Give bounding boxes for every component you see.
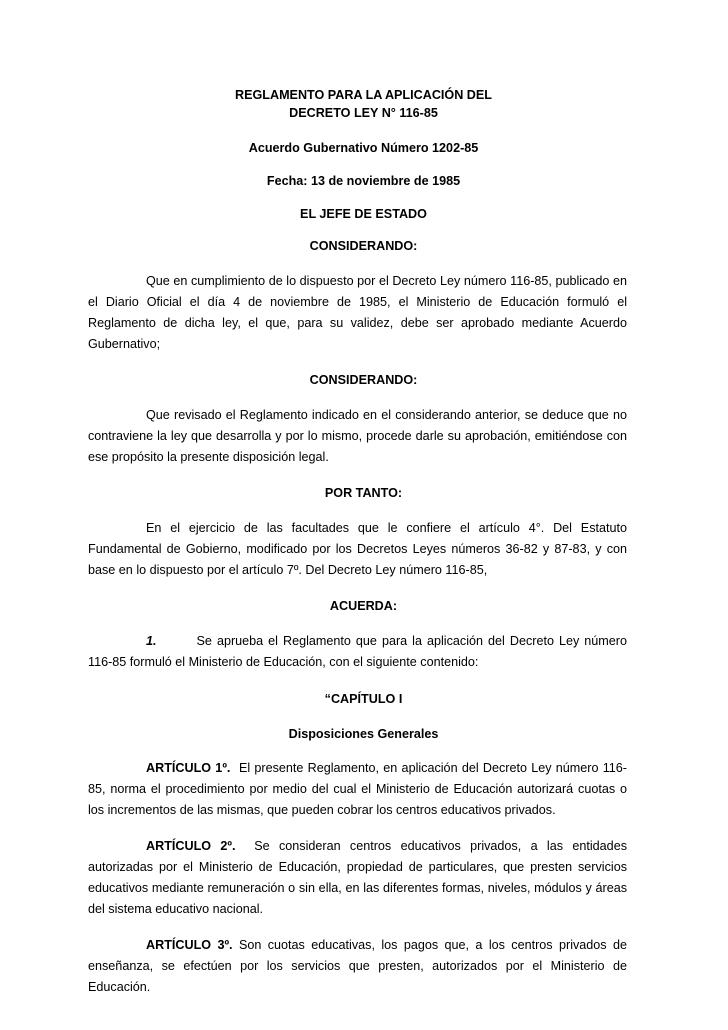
acuerda-heading: ACUERDA: [329, 599, 398, 613]
acuerdo-number: Acuerdo Gubernativo Número 1202-85 [248, 141, 479, 155]
document-title: REGLAMENTO PARA LA APLICACIÓN DEL [234, 88, 492, 102]
por-tanto-heading: POR TANTO: [324, 486, 403, 500]
chapter-subtitle: Disposiciones Generales [288, 727, 439, 741]
document-date: Fecha: 13 de noviembre de 1985 [266, 174, 461, 188]
article-label: ARTÍCULO 1º. [146, 761, 231, 775]
article-text: El presente Reglamento, en aplicación del Decreto Ley número 116-85, norma el procedimiento por medio del cual el Ministerio de Educación autorizará cuotas o los incrementos de las mismas, que pueden cobrar los centros educativos privados. [88, 761, 627, 817]
acuerda-item-number: 1. [146, 634, 157, 648]
article-1 [88, 758, 627, 821]
article-3 [88, 935, 627, 998]
acuerda-item-text: Se aprueba el Reglamento que para la aplicación del Decreto Ley número 116-85 formuló el Ministerio de Educación, con el siguiente contenido: [88, 634, 627, 669]
acuerda-item [88, 631, 627, 673]
article-text: Se consideran centros educativos privados, a las entidades autorizadas por el Ministerio de Educación, propiedad de particulares, que presten servicios educativos mediante remuneración o sin ella, en las diferentes formas, niveles, módulos y áreas del sistema educativo nacional. [88, 839, 627, 916]
article-text: Son cuotas educativas, los pagos que, a los centros privados de enseñanza, se efectúen por los servicios que presten, autorizados por el Ministerio de Educación. [88, 938, 627, 994]
considerando-heading-1: CONSIDERANDO: [309, 239, 418, 253]
considerando-heading-2: CONSIDERANDO: [309, 373, 418, 387]
considerando-text-1: Que en cumplimiento de lo dispuesto por el Decreto Ley número 116-85, publicado en el Diario Oficial el día 4 de noviembre de 1985, el Ministerio de Educación formuló el Reglamento de dicha ley, el que, para su validez, debe ser aprobado mediante Acuerdo Gubernativo; [88, 274, 627, 351]
jefe-de-estado: EL JEFE DE ESTADO [300, 207, 427, 221]
document-title-decree: DECRETO LEY N° 116-85 [289, 106, 438, 120]
por-tanto-text: En el ejercicio de las facultades que le confiere el artículo 4°. Del Estatuto Fundamental de Gobierno, modificado por los Decretos Leyes números 36-82 y 87-83, y con base en lo dispuesto por el artículo 7º. Del Decreto Ley número 116-85, [88, 521, 627, 577]
article-2 [88, 836, 627, 920]
considerando-text-2: Que revisado el Reglamento indicado en el considerando anterior, se deduce que no contraviene la ley que desarrolla y por lo mismo, procede darle su aprobación, emitiéndose con ese propósito la presente disposición legal. [88, 408, 627, 464]
article-label: ARTÍCULO 2º. [146, 839, 236, 853]
chapter-title: “CAPÍTULO I [324, 692, 403, 706]
article-label: ARTÍCULO 3º. [146, 938, 233, 952]
